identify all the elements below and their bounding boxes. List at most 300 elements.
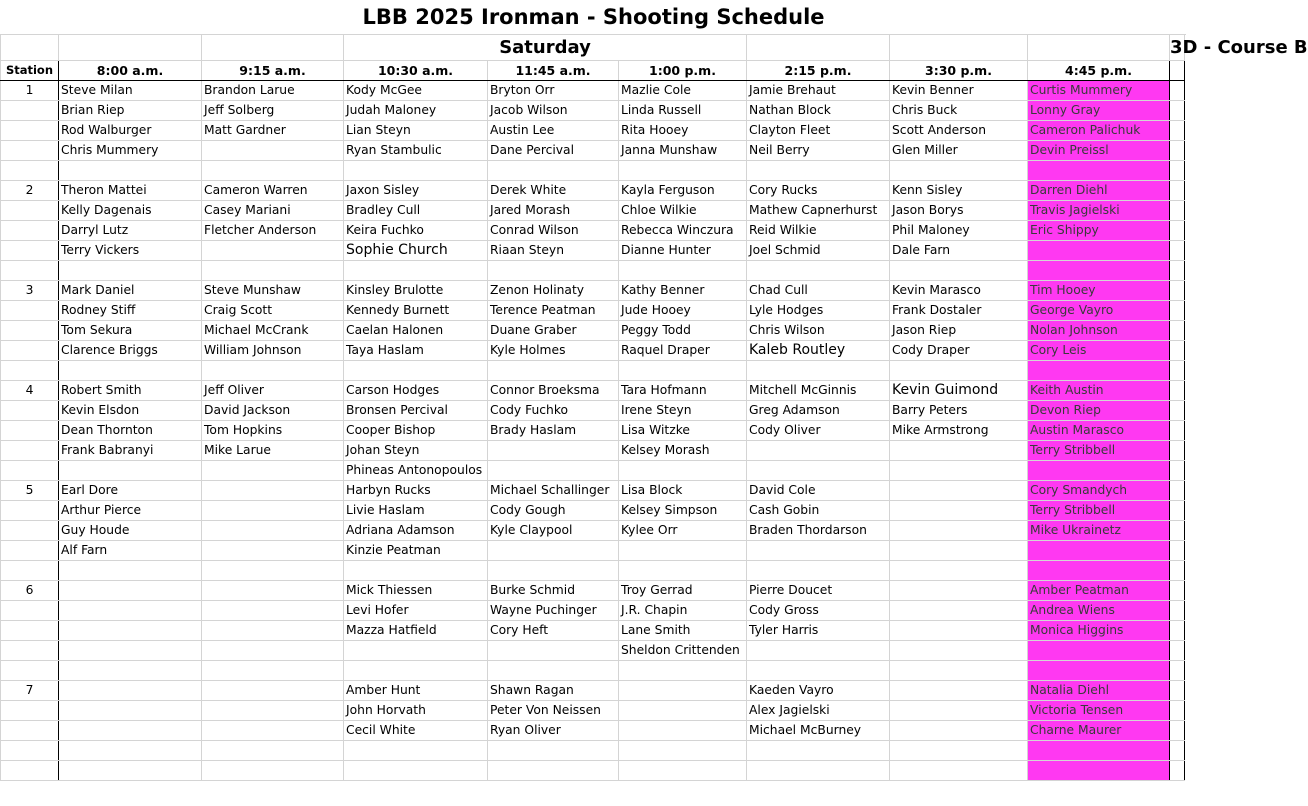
shooter-cell[interactable]: Riaan Steyn [488,241,619,261]
cell[interactable] [1170,361,1185,381]
cell[interactable] [1170,401,1185,421]
shooter-cell[interactable]: Cody Gross [747,601,890,621]
shooter-cell[interactable]: Natalia Diehl [1028,681,1170,701]
shooter-cell[interactable] [890,261,1028,281]
shooter-cell[interactable]: Charne Maurer [1028,721,1170,741]
shooter-cell[interactable]: Judah Maloney [344,101,488,121]
cell[interactable] [1170,301,1185,321]
shooter-cell[interactable]: William Johnson [202,341,344,361]
cell[interactable] [1170,241,1185,261]
shooter-cell[interactable]: Kinsley Brulotte [344,281,488,301]
shooter-cell[interactable] [1028,461,1170,481]
shooter-cell[interactable] [488,161,619,181]
shooter-cell[interactable] [747,761,890,781]
shooter-cell[interactable] [202,681,344,701]
shooter-cell[interactable] [890,581,1028,601]
cell[interactable] [1170,201,1185,221]
station-cell[interactable] [1,541,59,561]
cell[interactable] [890,35,1028,61]
shooter-cell[interactable]: Mazlie Cole [619,81,747,101]
shooter-cell[interactable] [488,761,619,781]
shooter-cell[interactable]: Carson Hodges [344,381,488,401]
station-cell[interactable]: 1 [1,81,59,101]
shooter-cell[interactable]: Robert Smith [59,381,202,401]
shooter-cell[interactable]: Reid Wilkie [747,221,890,241]
shooter-cell[interactable]: Mick Thiessen [344,581,488,601]
shooter-cell[interactable] [619,541,747,561]
shooter-cell[interactable]: Jeff Oliver [202,381,344,401]
shooter-cell[interactable] [890,461,1028,481]
shooter-cell[interactable] [619,761,747,781]
shooter-cell[interactable]: Kelly Dagenais [59,201,202,221]
shooter-cell[interactable]: Linda Russell [619,101,747,121]
shooter-cell[interactable]: Kevin Marasco [890,281,1028,301]
shooter-cell[interactable]: Terry Stribbell [1028,501,1170,521]
shooter-cell[interactable] [344,261,488,281]
shooter-cell[interactable]: Peggy Todd [619,321,747,341]
shooter-cell[interactable]: Kevin Elsdon [59,401,202,421]
shooter-cell[interactable] [1028,741,1170,761]
cell[interactable] [1170,341,1185,361]
shooter-cell[interactable]: Caelan Halonen [344,321,488,341]
shooter-cell[interactable]: Cory Smandych [1028,481,1170,501]
shooter-cell[interactable] [890,641,1028,661]
shooter-cell[interactable] [890,361,1028,381]
shooter-cell[interactable]: Tara Hofmann [619,381,747,401]
shooter-cell[interactable]: Jaxon Sisley [344,181,488,201]
shooter-cell[interactable]: Clarence Briggs [59,341,202,361]
shooter-cell[interactable]: Chad Cull [747,281,890,301]
shooter-cell[interactable] [344,761,488,781]
shooter-cell[interactable] [747,461,890,481]
shooter-cell[interactable] [747,661,890,681]
cell[interactable] [1028,35,1170,61]
shooter-cell[interactable] [59,601,202,621]
shooter-cell[interactable] [1028,241,1170,261]
shooter-cell[interactable] [1028,261,1170,281]
cell[interactable] [747,35,890,61]
station-cell[interactable] [1,761,59,781]
shooter-cell[interactable]: Cory Rucks [747,181,890,201]
cell[interactable] [1170,521,1185,541]
shooter-cell[interactable]: Braden Thordarson [747,521,890,541]
shooter-cell[interactable]: Tyler Harris [747,621,890,641]
shooter-cell[interactable]: Harbyn Rucks [344,481,488,501]
shooter-cell[interactable]: Lane Smith [619,621,747,641]
shooter-cell[interactable] [59,661,202,681]
shooter-cell[interactable]: Jared Morash [488,201,619,221]
shooter-cell[interactable]: Guy Houde [59,521,202,541]
station-cell[interactable]: 4 [1,381,59,401]
cell[interactable] [1170,681,1185,701]
shooter-cell[interactable]: Terence Peatman [488,301,619,321]
shooter-cell[interactable] [59,621,202,641]
station-cell[interactable] [1,201,59,221]
shooter-cell[interactable] [344,661,488,681]
cell[interactable] [1170,501,1185,521]
shooter-cell[interactable]: Brandon Larue [202,81,344,101]
shooter-cell[interactable]: Dale Farn [890,241,1028,261]
shooter-cell[interactable]: Michael McBurney [747,721,890,741]
shooter-cell[interactable] [488,741,619,761]
shooter-cell[interactable]: Keira Fuchko [344,221,488,241]
cell[interactable] [1170,601,1185,621]
shooter-cell[interactable] [890,541,1028,561]
shooter-cell[interactable]: Neil Berry [747,141,890,161]
shooter-cell[interactable] [59,581,202,601]
cell[interactable] [1170,621,1185,641]
shooter-cell[interactable]: Pierre Doucet [747,581,890,601]
shooter-cell[interactable] [747,161,890,181]
shooter-cell[interactable] [202,741,344,761]
shooter-cell[interactable] [202,621,344,641]
station-cell[interactable] [1,361,59,381]
station-cell[interactable] [1,261,59,281]
shooter-cell[interactable] [619,701,747,721]
shooter-cell[interactable]: Bronsen Percival [344,401,488,421]
shooter-cell[interactable]: Amber Hunt [344,681,488,701]
cell[interactable] [1170,61,1185,81]
shooter-cell[interactable]: Jason Borys [890,201,1028,221]
shooter-cell[interactable]: Austin Lee [488,121,619,141]
station-cell[interactable]: 6 [1,581,59,601]
shooter-cell[interactable]: Chloe Wilkie [619,201,747,221]
station-cell[interactable] [1,341,59,361]
shooter-cell[interactable] [619,681,747,701]
shooter-cell[interactable]: Cory Leis [1028,341,1170,361]
shooter-cell[interactable]: Matt Gardner [202,121,344,141]
shooter-cell[interactable]: Adriana Adamson [344,521,488,541]
station-cell[interactable] [1,661,59,681]
shooter-cell[interactable]: Nolan Johnson [1028,321,1170,341]
shooter-cell[interactable] [890,481,1028,501]
cell[interactable] [1170,421,1185,441]
shooter-cell[interactable] [890,501,1028,521]
shooter-cell[interactable] [747,561,890,581]
shooter-cell[interactable]: Cameron Warren [202,181,344,201]
shooter-cell[interactable] [890,661,1028,681]
shooter-cell[interactable]: Dane Percival [488,141,619,161]
shooter-cell[interactable] [747,541,890,561]
cell[interactable] [1170,701,1185,721]
shooter-cell[interactable]: Mathew Capnerhurst [747,201,890,221]
shooter-cell[interactable]: Mike Ukrainetz [1028,521,1170,541]
shooter-cell[interactable]: Ryan Stambulic [344,141,488,161]
shooter-cell[interactable] [202,161,344,181]
shooter-cell[interactable] [890,721,1028,741]
shooter-cell[interactable]: Wayne Puchinger [488,601,619,621]
shooter-cell[interactable]: Shawn Ragan [488,681,619,701]
shooter-cell[interactable]: Curtis Mummery [1028,81,1170,101]
shooter-cell[interactable]: Tim Hooey [1028,281,1170,301]
shooter-cell[interactable] [890,741,1028,761]
cell[interactable] [1170,481,1185,501]
shooter-cell[interactable]: Lisa Witzke [619,421,747,441]
cell[interactable] [1170,141,1185,161]
station-cell[interactable] [1,621,59,641]
shooter-cell[interactable]: Kinzie Peatman [344,541,488,561]
shooter-cell[interactable]: Cody Fuchko [488,401,619,421]
shooter-cell[interactable] [202,361,344,381]
shooter-cell[interactable]: Brady Haslam [488,421,619,441]
shooter-cell[interactable]: Kody McGee [344,81,488,101]
station-cell[interactable]: 5 [1,481,59,501]
shooter-cell[interactable]: Burke Schmid [488,581,619,601]
cell[interactable] [1170,281,1185,301]
shooter-cell[interactable]: Theron Mattei [59,181,202,201]
station-cell[interactable] [1,421,59,441]
shooter-cell[interactable]: Kenn Sisley [890,181,1028,201]
shooter-cell[interactable]: Nathan Block [747,101,890,121]
cell[interactable] [1170,161,1185,181]
shooter-cell[interactable] [619,261,747,281]
station-cell[interactable] [1,461,59,481]
shooter-cell[interactable]: Alex Jagielski [747,701,890,721]
shooter-cell[interactable]: Fletcher Anderson [202,221,344,241]
shooter-cell[interactable] [488,361,619,381]
shooter-cell[interactable] [747,361,890,381]
shooter-cell[interactable] [747,441,890,461]
shooter-cell[interactable]: Frank Dostaler [890,301,1028,321]
cell[interactable] [1170,541,1185,561]
shooter-cell[interactable]: Kevin Guimond [890,381,1028,401]
shooter-cell[interactable] [747,641,890,661]
shooter-cell[interactable]: Rebecca Winczura [619,221,747,241]
shooter-cell[interactable] [488,541,619,561]
shooter-cell[interactable]: Dean Thornton [59,421,202,441]
shooter-cell[interactable]: Kelsey Simpson [619,501,747,521]
shooter-cell[interactable]: Tom Hopkins [202,421,344,441]
shooter-cell[interactable] [488,661,619,681]
shooter-cell[interactable]: Cash Gobin [747,501,890,521]
shooter-cell[interactable]: Alf Farn [59,541,202,561]
cell[interactable] [1170,101,1185,121]
shooter-cell[interactable]: Chris Mummery [59,141,202,161]
shooter-cell[interactable]: Michael McCrank [202,321,344,341]
shooter-cell[interactable] [202,581,344,601]
shooter-cell[interactable] [890,521,1028,541]
station-cell[interactable] [1,241,59,261]
shooter-cell[interactable]: Victoria Tensen [1028,701,1170,721]
shooter-cell[interactable]: Joel Schmid [747,241,890,261]
shooter-cell[interactable] [1028,361,1170,381]
shooter-cell[interactable]: Sheldon Crittenden [619,641,747,661]
shooter-cell[interactable] [1028,561,1170,581]
shooter-cell[interactable] [59,701,202,721]
shooter-cell[interactable]: John Horvath [344,701,488,721]
shooter-cell[interactable]: Michael Schallinger [488,481,619,501]
shooter-cell[interactable]: Bradley Cull [344,201,488,221]
shooter-cell[interactable]: Kennedy Burnett [344,301,488,321]
shooter-cell[interactable] [59,161,202,181]
shooter-cell[interactable]: Conrad Wilson [488,221,619,241]
shooter-cell[interactable]: Johan Steyn [344,441,488,461]
shooter-cell[interactable] [59,261,202,281]
shooter-cell[interactable] [1028,761,1170,781]
shooter-cell[interactable]: Jamie Brehaut [747,81,890,101]
shooter-cell[interactable] [202,481,344,501]
station-cell[interactable]: 7 [1,681,59,701]
shooter-cell[interactable] [59,361,202,381]
shooter-cell[interactable]: Craig Scott [202,301,344,321]
shooter-cell[interactable]: Keith Austin [1028,381,1170,401]
shooter-cell[interactable] [619,161,747,181]
shooter-cell[interactable]: Jacob Wilson [488,101,619,121]
shooter-cell[interactable]: J.R. Chapin [619,601,747,621]
shooter-cell[interactable] [202,541,344,561]
station-cell[interactable] [1,601,59,621]
shooter-cell[interactable] [890,441,1028,461]
shooter-cell[interactable]: Lisa Block [619,481,747,501]
shooter-cell[interactable] [59,641,202,661]
station-cell[interactable] [1,221,59,241]
shooter-cell[interactable] [488,561,619,581]
shooter-cell[interactable]: Cameron Palichuk [1028,121,1170,141]
shooter-cell[interactable] [619,361,747,381]
shooter-cell[interactable]: Rodney Stiff [59,301,202,321]
shooter-cell[interactable] [202,501,344,521]
shooter-cell[interactable]: Steve Milan [59,81,202,101]
shooter-cell[interactable]: Darren Diehl [1028,181,1170,201]
shooter-cell[interactable] [1028,641,1170,661]
shooter-cell[interactable]: Mark Daniel [59,281,202,301]
shooter-cell[interactable]: Greg Adamson [747,401,890,421]
cell[interactable] [1170,661,1185,681]
station-cell[interactable] [1,441,59,461]
shooter-cell[interactable]: Darryl Lutz [59,221,202,241]
shooter-cell[interactable]: Scott Anderson [890,121,1028,141]
shooter-cell[interactable] [202,241,344,261]
shooter-cell[interactable]: Terry Stribbell [1028,441,1170,461]
shooter-cell[interactable]: Chris Wilson [747,321,890,341]
shooter-cell[interactable] [202,641,344,661]
shooter-cell[interactable]: Steve Munshaw [202,281,344,301]
shooter-cell[interactable]: Cody Oliver [747,421,890,441]
shooter-cell[interactable]: Kyle Claypool [488,521,619,541]
cell[interactable] [1170,761,1185,781]
shooter-cell[interactable] [890,701,1028,721]
cell[interactable] [1170,461,1185,481]
shooter-cell[interactable]: David Jackson [202,401,344,421]
station-cell[interactable] [1,121,59,141]
shooter-cell[interactable]: Arthur Pierce [59,501,202,521]
shooter-cell[interactable]: Raquel Draper [619,341,747,361]
shooter-cell[interactable]: Lian Steyn [344,121,488,141]
station-cell[interactable] [1,101,59,121]
shooter-cell[interactable]: Taya Haslam [344,341,488,361]
shooter-cell[interactable]: Dianne Hunter [619,241,747,261]
shooter-cell[interactable] [202,761,344,781]
cell[interactable] [202,35,344,61]
shooter-cell[interactable] [202,261,344,281]
shooter-cell[interactable]: Cooper Bishop [344,421,488,441]
shooter-cell[interactable]: Irene Steyn [619,401,747,421]
cell[interactable] [1170,121,1185,141]
shooter-cell[interactable] [619,741,747,761]
station-cell[interactable] [1,721,59,741]
shooter-cell[interactable]: Livie Haslam [344,501,488,521]
shooter-cell[interactable]: Kayla Ferguson [619,181,747,201]
shooter-cell[interactable]: Devon Riep [1028,401,1170,421]
shooter-cell[interactable]: David Cole [747,481,890,501]
shooter-cell[interactable]: Levi Hofer [344,601,488,621]
shooter-cell[interactable]: Cecil White [344,721,488,741]
shooter-cell[interactable]: Mitchell McGinnis [747,381,890,401]
shooter-cell[interactable]: Kyle Holmes [488,341,619,361]
cell[interactable] [1,35,59,61]
shooter-cell[interactable]: Rod Walburger [59,121,202,141]
cell[interactable] [1170,641,1185,661]
shooter-cell[interactable] [890,621,1028,641]
shooter-cell[interactable]: Amber Peatman [1028,581,1170,601]
station-cell[interactable] [1,401,59,421]
shooter-cell[interactable]: Lyle Hodges [747,301,890,321]
shooter-cell[interactable] [488,641,619,661]
station-cell[interactable] [1,301,59,321]
cell[interactable] [1170,581,1185,601]
shooter-cell[interactable]: Jude Hooey [619,301,747,321]
shooter-cell[interactable] [1028,661,1170,681]
cell[interactable] [1170,221,1185,241]
shooter-cell[interactable]: Kelsey Morash [619,441,747,461]
shooter-cell[interactable] [619,561,747,581]
shooter-cell[interactable] [890,681,1028,701]
shooter-cell[interactable] [747,741,890,761]
station-cell[interactable] [1,641,59,661]
shooter-cell[interactable]: Casey Mariani [202,201,344,221]
shooter-cell[interactable] [202,601,344,621]
shooter-cell[interactable]: Mike Armstrong [890,421,1028,441]
shooter-cell[interactable]: Mike Larue [202,441,344,461]
shooter-cell[interactable]: Monica Higgins [1028,621,1170,641]
shooter-cell[interactable]: Duane Graber [488,321,619,341]
shooter-cell[interactable]: Mazza Hatfield [344,621,488,641]
shooter-cell[interactable]: Cody Gough [488,501,619,521]
station-cell[interactable] [1,741,59,761]
shooter-cell[interactable]: George Vayro [1028,301,1170,321]
shooter-cell[interactable] [344,361,488,381]
shooter-cell[interactable]: Kevin Benner [890,81,1028,101]
shooter-cell[interactable] [890,601,1028,621]
shooter-cell[interactable]: Devin Preissl [1028,141,1170,161]
station-cell[interactable] [1,701,59,721]
cell[interactable] [1170,741,1185,761]
cell[interactable] [1170,381,1185,401]
shooter-cell[interactable]: Clayton Fleet [747,121,890,141]
shooter-cell[interactable]: Cory Heft [488,621,619,641]
station-cell[interactable] [1,161,59,181]
shooter-cell[interactable] [59,561,202,581]
shooter-cell[interactable] [344,161,488,181]
shooter-cell[interactable]: Rita Hooey [619,121,747,141]
shooter-cell[interactable]: Troy Gerrad [619,581,747,601]
shooter-cell[interactable] [202,661,344,681]
shooter-cell[interactable]: Zenon Holinaty [488,281,619,301]
shooter-cell[interactable]: Chris Buck [890,101,1028,121]
shooter-cell[interactable]: Phineas Antonopoulos [344,461,488,481]
shooter-cell[interactable] [344,741,488,761]
shooter-cell[interactable]: Brian Riep [59,101,202,121]
cell[interactable] [59,35,202,61]
shooter-cell[interactable] [488,441,619,461]
shooter-cell[interactable] [202,721,344,741]
shooter-cell[interactable] [1028,541,1170,561]
shooter-cell[interactable]: Sophie Church [344,241,488,261]
shooter-cell[interactable] [59,761,202,781]
shooter-cell[interactable] [488,261,619,281]
shooter-cell[interactable]: Tom Sekura [59,321,202,341]
shooter-cell[interactable]: Kylee Orr [619,521,747,541]
